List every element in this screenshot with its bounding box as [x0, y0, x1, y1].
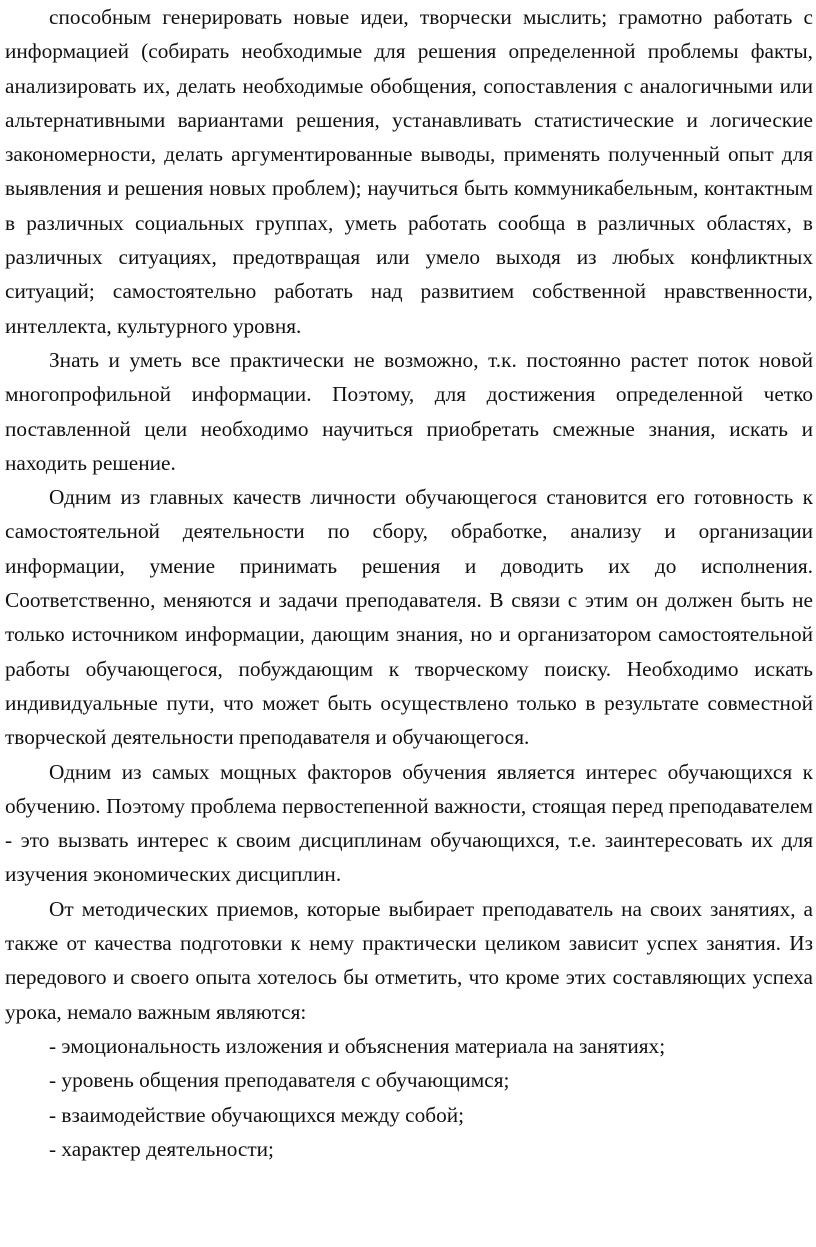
list-item: - уровень общения преподавателя с обучающимся;	[49, 1068, 510, 1093]
document-page	[5, 0, 813, 1166]
list-item: - эмоциональность изложения и объяснения материала на занятиях;	[49, 1033, 666, 1058]
paragraph-interest: Одним из самых мощных факторов обучения является интерес обучающихся к обучению. Поэтому проблема первостепенной важности, стоящая перед преподавателем - это вызвать интерес к своим дисциплинам обучающихся, т.е. заинтересовать их для изучения экономических дисциплин.	[5, 759, 813, 887]
paragraph-methods: От методических приемов, которые выбирает преподаватель на своих занятиях, а также от качества подготовки к нему практически целиком зависит успех занятия. Из передового и своего опыта хотелось бы отметить, что кроме этих составляющих успеха урока, немало важным являются:	[5, 896, 813, 1024]
paragraph-continuation: способным генерировать новые идеи, творчески мыслить; грамотно работать с информацией (собирать необходимые для решения определенной проблемы факты, анализировать их, делать необходимые обобщения, сопоставления с аналогичными или альтернативными вариантами решения, устанавливать статистические и логические закономерности, делать аргументированные выводы, применять полученный опыт для выявления и решения новых проблем); научиться быть коммуникабельным, контактным в различных социальных группах, уметь работать сообща в различных областях, в различных ситуациях, предотвращая или умело выходя из любых конфликтных ситуаций; самостоятельно работать над развитием собственной нравственности, интеллекта, культурного уровня.	[5, 5, 813, 338]
list-item: - характер деятельности;	[49, 1136, 274, 1161]
paragraph-knowledge: Знать и уметь все практически не возможно, т.к. постоянно растет поток новой многопрофильной информации. Поэтому, для достижения определенной четко поставленной цели необходимо научиться приобретать смежные знания, искать и находить решение.	[5, 347, 813, 475]
paragraph-student-qualities: Одним из главных качеств личности обучающегося становится его готовность к самостоятельной деятельности по сбору, обработке, анализу и организации информации, умение принимать решения и доводить их до исполнения. Соответственно, меняются и задачи преподавателя. В связи с этим он должен быть не только источником информации, дающим знания, но и организатором самостоятельной работы обучающегося, побуждающим к творческому поиску. Необходимо искать индивидуальные пути, что может быть осуществлено только в результате совместной творческой деятельности преподавателя и обучающегося.	[5, 485, 813, 750]
list-item: - взаимодействие обучающихся между собой;	[49, 1102, 465, 1127]
factors-list	[5, 1029, 813, 1166]
